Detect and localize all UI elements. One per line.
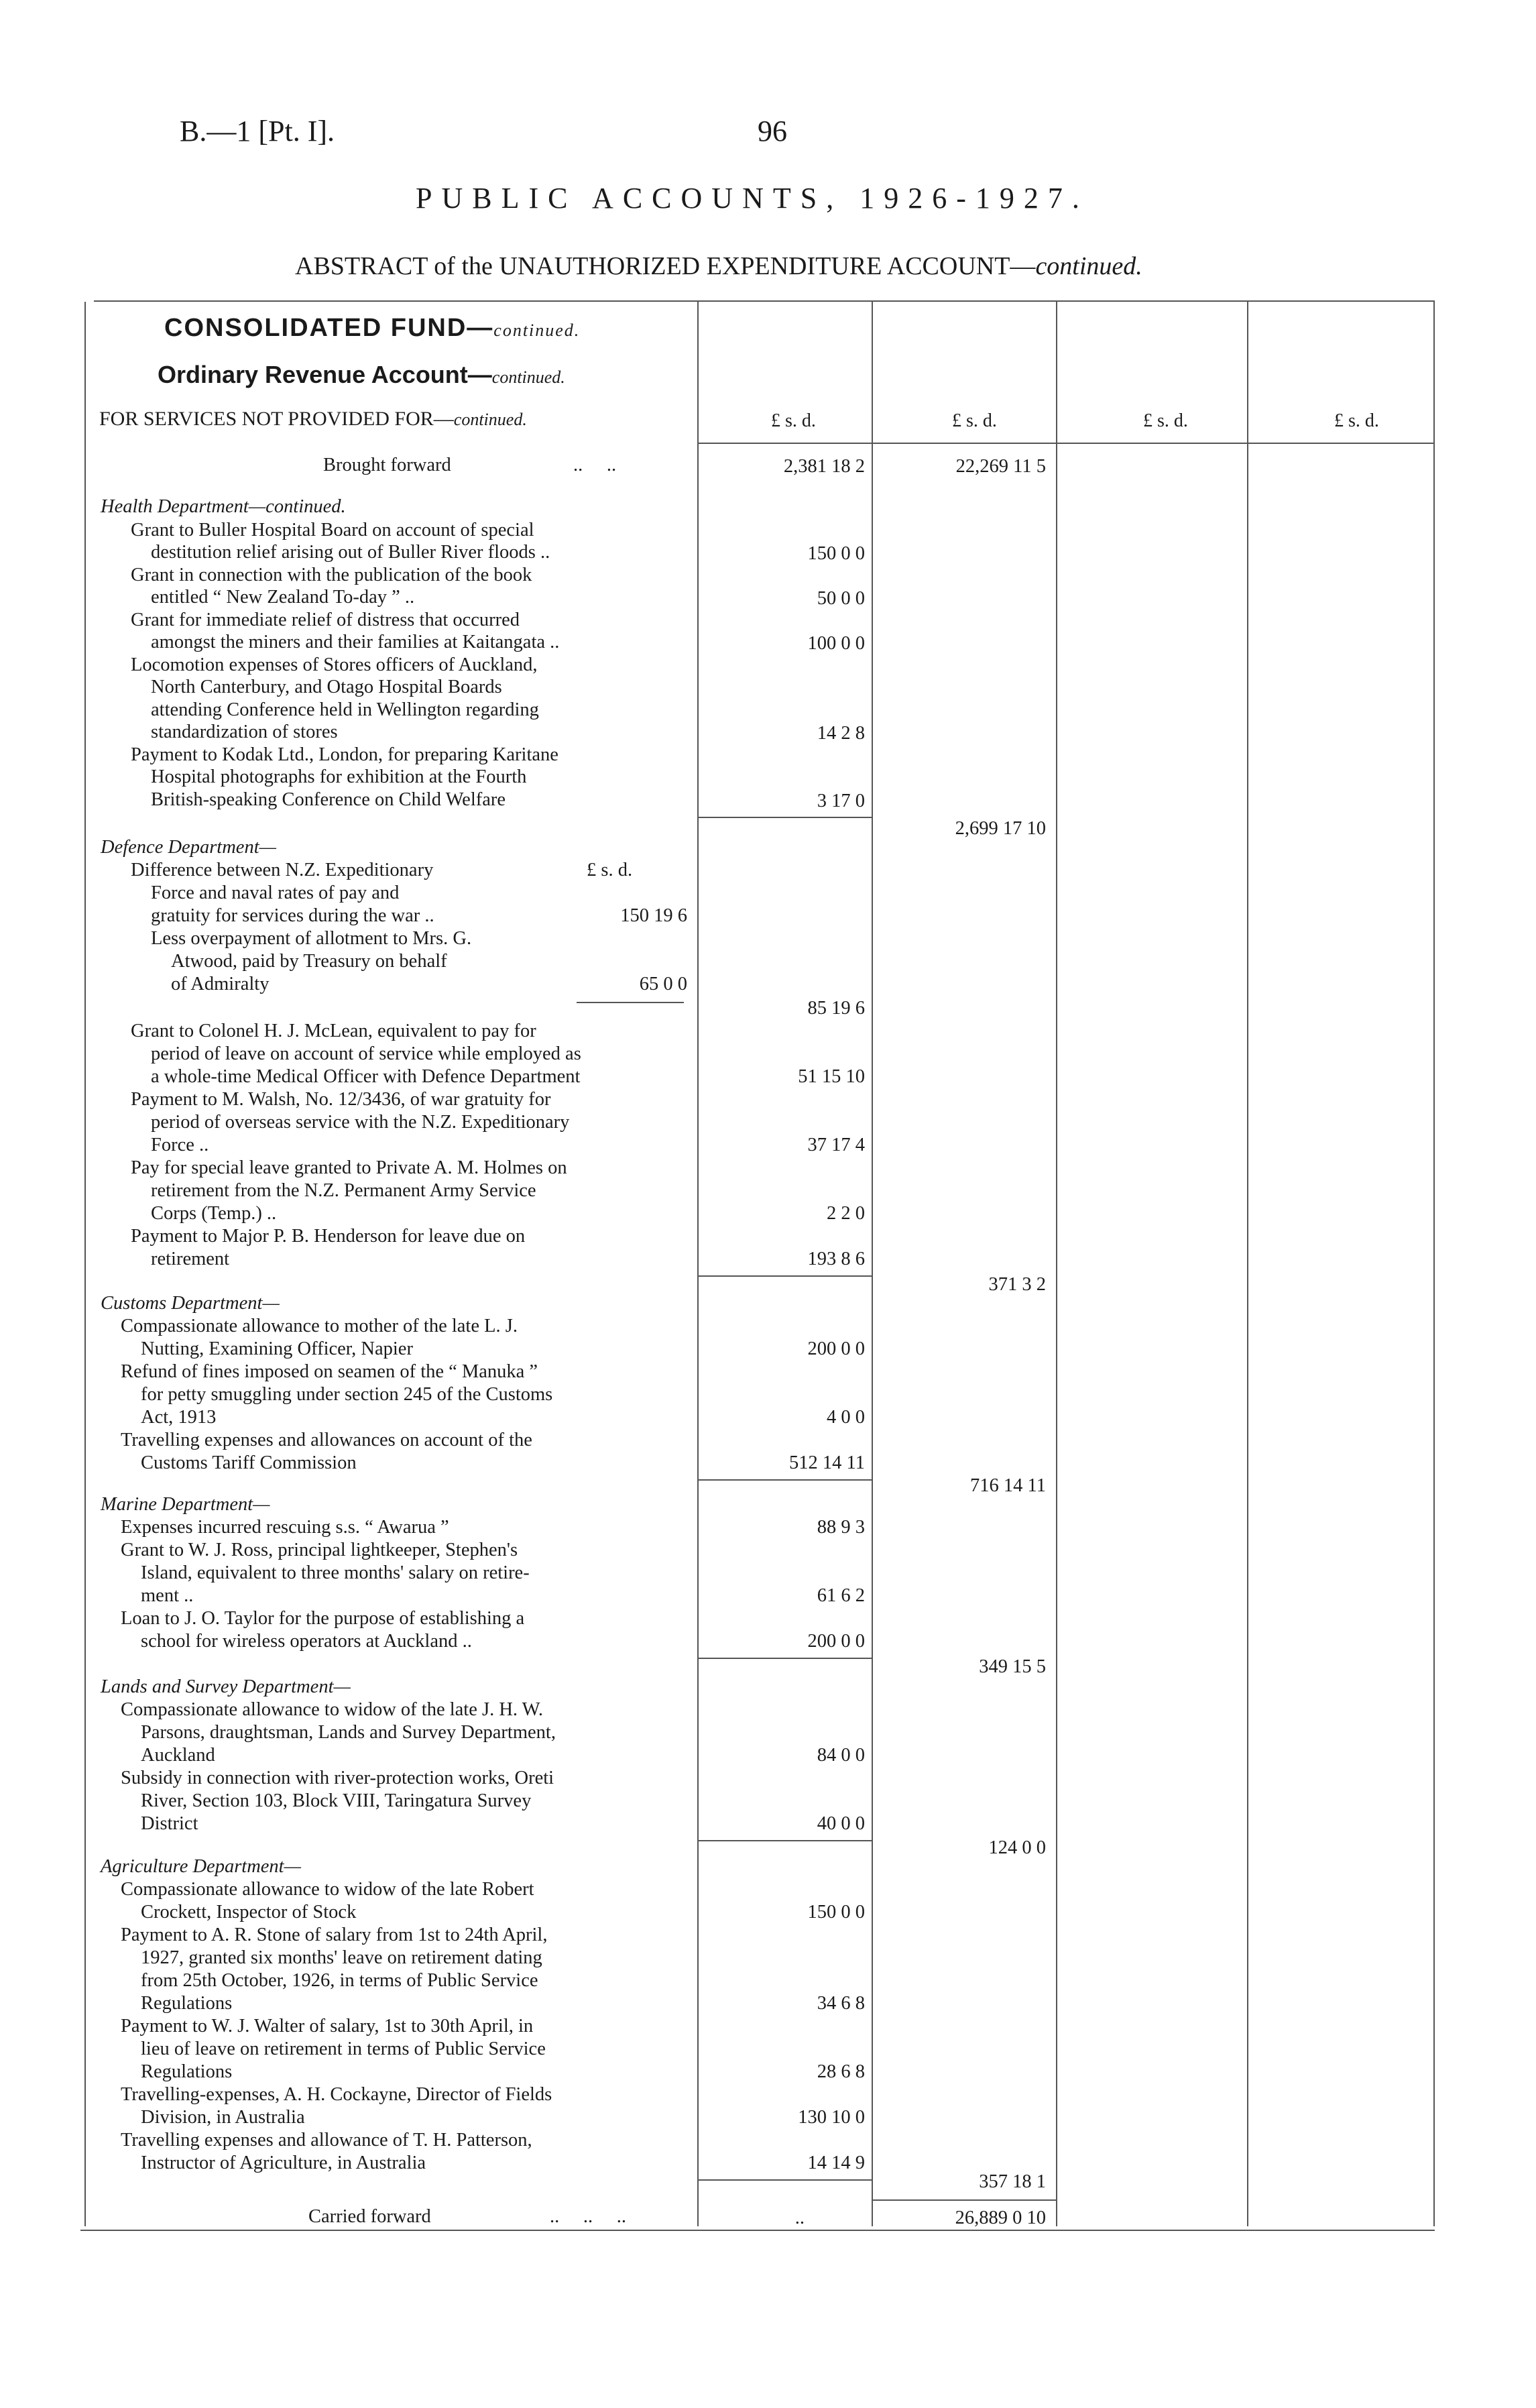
list-item: retirement xyxy=(151,1249,230,1269)
table-top-rule xyxy=(94,300,1435,302)
lands-total: 124 0 0 xyxy=(988,1837,1046,1858)
agriculture-amount: 28 6 8 xyxy=(817,2061,865,2082)
list-item: 1927, granted six months' leave on retirement dating xyxy=(141,1947,542,1968)
list-item: lieu of leave on retirement in terms of Public Service xyxy=(141,2039,546,2059)
list-item: ment .. xyxy=(141,1585,194,1606)
inner-rule xyxy=(577,1002,684,1003)
marine-total: 349 15 5 xyxy=(979,1656,1046,1677)
inner-amount: 65 0 0 xyxy=(639,974,687,994)
column-header-2: £ s. d. xyxy=(952,410,997,431)
list-item: Instructor of Agriculture, in Australia xyxy=(141,2153,426,2173)
agriculture-amount: 14 14 9 xyxy=(807,2153,865,2173)
list-item: amongst the miners and their families at Kaitangata .. xyxy=(151,632,560,652)
column-divider xyxy=(1433,302,1435,2226)
list-item: a whole-time Medical Officer with Defence Department xyxy=(151,1066,581,1087)
list-item: Division, in Australia xyxy=(141,2107,305,2128)
list-item: Less overpayment of allotment to Mrs. G. xyxy=(151,928,472,949)
column-divider xyxy=(84,302,86,2226)
page-number: 96 xyxy=(758,115,787,148)
subtitle-main: ABSTRACT of the UNAUTHORIZED EXPENDITURE ACCOUNT— xyxy=(295,252,1036,280)
list-item: District xyxy=(141,1813,198,1834)
defence-amount: 85 19 6 xyxy=(807,998,865,1019)
health-amount: 3 17 0 xyxy=(817,791,865,811)
grand-total-rule xyxy=(872,2199,1056,2201)
health-amount: 14 2 8 xyxy=(817,723,865,744)
list-item: from 25th October, 1926, in terms of Public Service xyxy=(141,1970,538,1991)
list-item: period of leave on account of service while employed as xyxy=(151,1043,581,1064)
agriculture-amount: 150 0 0 xyxy=(807,1902,865,1923)
list-item: Corps (Temp.) .. xyxy=(151,1203,277,1224)
list-item: British-speaking Conference on Child Welfare xyxy=(151,789,506,810)
account-heading xyxy=(158,361,565,389)
agriculture-amount: 34 6 8 xyxy=(817,1993,865,2014)
list-item: Grant to Buller Hospital Board on account of special xyxy=(131,520,534,540)
list-item: Grant to W. J. Ross, principal lightkeeper, Stephen's xyxy=(121,1540,518,1560)
subtotal-rule xyxy=(697,1840,872,1841)
list-item: Crockett, Inspector of Stock xyxy=(141,1902,357,1923)
list-item: school for wireless operators at Auckland .. xyxy=(141,1631,472,1652)
column-header-1: £ s. d. xyxy=(771,410,816,431)
list-item: Travelling-expenses, A. H. Cockayne, Director of Fields xyxy=(121,2084,552,2105)
column-divider xyxy=(1247,302,1248,2226)
list-item: Parsons, draughtsman, Lands and Survey Department, xyxy=(141,1722,556,1743)
page-subtitle xyxy=(295,251,1142,281)
customs-amount: 512 14 11 xyxy=(789,1452,865,1473)
customs-heading: Customs Department— xyxy=(101,1293,280,1314)
list-item: retirement from the N.Z. Permanent Army Service xyxy=(151,1180,536,1201)
column-divider xyxy=(1056,302,1057,2226)
subtotal-rule xyxy=(697,2179,872,2181)
lands-amount: 84 0 0 xyxy=(817,1745,865,1766)
page-title: PUBLIC ACCOUNTS, 1926-1927. xyxy=(416,182,1089,215)
list-item: Force .. xyxy=(151,1135,209,1155)
brought-forward-leader: .. .. xyxy=(573,455,617,475)
list-item: Customs Tariff Commission xyxy=(141,1452,357,1473)
carried-forward-col1: .. xyxy=(794,2208,805,2228)
subtitle-continued: continued. xyxy=(1035,252,1142,280)
marine-amount: 200 0 0 xyxy=(807,1631,865,1652)
list-item: Refund of fines imposed on seamen of the “ Manuka ” xyxy=(121,1361,538,1382)
defence-total: 371 3 2 xyxy=(988,1274,1046,1295)
list-item: Locomotion expenses of Stores officers of Auckland, xyxy=(131,654,538,675)
subtotal-rule xyxy=(697,1658,872,1659)
services-heading xyxy=(99,408,527,431)
list-item: Payment to W. J. Walter of salary, 1st to 30th April, in xyxy=(121,2016,534,2037)
column-divider xyxy=(697,302,699,2226)
list-item: Pay for special leave granted to Private A. M. Holmes on xyxy=(131,1157,567,1178)
carried-forward-col2: 26,889 0 10 xyxy=(955,2208,1046,2228)
customs-total: 716 14 11 xyxy=(970,1475,1046,1496)
customs-amount: 4 0 0 xyxy=(827,1407,865,1428)
brought-forward-col2: 22,269 11 5 xyxy=(955,456,1046,477)
list-item: Hospital photographs for exhibition at the Fourth xyxy=(151,766,527,787)
fund-heading xyxy=(164,314,580,343)
inner-amount: 150 19 6 xyxy=(620,905,687,926)
column-header-3: £ s. d. xyxy=(1143,410,1188,431)
defence-amount: 51 15 10 xyxy=(798,1066,865,1087)
list-item: North Canterbury, and Otago Hospital Boards xyxy=(151,677,502,697)
marine-heading: Marine Department— xyxy=(101,1494,270,1515)
health-amount: 150 0 0 xyxy=(807,543,865,564)
list-item: Compassionate allowance to widow of the late J. H. W. xyxy=(121,1699,544,1720)
column-header-4: £ s. d. xyxy=(1334,410,1379,431)
brought-forward-label: Brought forward xyxy=(323,455,451,475)
services-main: FOR SERVICES NOT PROVIDED FOR— xyxy=(99,408,454,430)
list-item: Compassionate allowance to mother of the late L. J. xyxy=(121,1316,518,1336)
lands-amount: 40 0 0 xyxy=(817,1813,865,1834)
list-item: Difference between N.Z. Expeditionary xyxy=(131,860,434,880)
list-item: of Admiralty xyxy=(171,974,270,994)
list-item: Grant to Colonel H. J. McLean, equivalent to pay for xyxy=(131,1021,536,1041)
list-item: Grant in connection with the publication of the book xyxy=(131,565,532,585)
list-item: Travelling expenses and allowance of T. H. Patterson, xyxy=(121,2130,532,2151)
list-item: period of overseas service with the N.Z. Expeditionary xyxy=(151,1112,570,1133)
list-item: Payment to Major P. B. Henderson for leave due on xyxy=(131,1226,526,1247)
list-item: Atwood, paid by Treasury on behalf xyxy=(171,951,447,972)
account-main: Ordinary Revenue Account— xyxy=(158,361,492,388)
list-item: Regulations xyxy=(141,2061,233,2082)
fund-main: CONSOLIDATED FUND— xyxy=(164,314,494,342)
column-divider xyxy=(872,302,873,2226)
table-bottom-rule xyxy=(80,2230,1435,2231)
health-amount: 100 0 0 xyxy=(807,633,865,654)
inner-column-header: £ s. d. xyxy=(587,860,633,880)
marine-amount: 61 6 2 xyxy=(817,1585,865,1606)
page-reference: B.—1 [Pt. I]. xyxy=(180,115,335,148)
list-item: gratuity for services during the war .. xyxy=(151,905,434,926)
defence-amount: 2 2 0 xyxy=(827,1203,865,1224)
customs-amount: 200 0 0 xyxy=(807,1338,865,1359)
lands-heading: Lands and Survey Department— xyxy=(101,1676,351,1697)
account-continued: continued. xyxy=(491,367,565,387)
list-item: standardization of stores xyxy=(151,722,338,742)
header-rule xyxy=(697,443,1435,444)
list-item: entitled “ New Zealand To-day ” .. xyxy=(151,587,415,608)
health-amount: 50 0 0 xyxy=(817,588,865,609)
list-item: destitution relief arising out of Buller River floods .. xyxy=(151,542,550,563)
subtotal-rule xyxy=(697,1479,872,1481)
list-item: Payment to A. R. Stone of salary from 1st to 24th April, xyxy=(121,1925,548,1945)
list-item: Auckland xyxy=(141,1745,215,1766)
list-item: Nutting, Examining Officer, Napier xyxy=(141,1338,413,1359)
subtotal-rule xyxy=(697,817,872,818)
marine-amount: 88 9 3 xyxy=(817,1517,865,1538)
agriculture-amount: 130 10 0 xyxy=(798,2107,865,2128)
defence-amount: 193 8 6 xyxy=(807,1249,865,1269)
list-item: for petty smuggling under section 245 of the Customs xyxy=(141,1384,553,1405)
list-item: Subsidy in connection with river-protection works, Oreti xyxy=(121,1768,554,1788)
services-continued: continued. xyxy=(453,410,527,429)
list-item: Travelling expenses and allowances on account of the xyxy=(121,1430,532,1450)
list-item: Regulations xyxy=(141,1993,233,2014)
agriculture-heading: Agriculture Department— xyxy=(101,1856,301,1877)
health-total: 2,699 17 10 xyxy=(955,818,1046,839)
carried-forward-leader: .. .. .. xyxy=(550,2206,626,2227)
defence-amount: 37 17 4 xyxy=(807,1135,865,1155)
list-item: Expenses incurred rescuing s.s. “ Awarua ” xyxy=(121,1517,449,1538)
list-item: Compassionate allowance to widow of the late Robert xyxy=(121,1879,534,1900)
carried-forward-label: Carried forward xyxy=(308,2206,431,2227)
health-heading: Health Department—continued. xyxy=(101,496,346,517)
list-item: Island, equivalent to three months' salary on retire- xyxy=(141,1562,530,1583)
defence-heading: Defence Department— xyxy=(101,837,276,858)
agriculture-total: 357 18 1 xyxy=(979,2171,1046,2192)
list-item: Payment to M. Walsh, No. 12/3436, of war gratuity for xyxy=(131,1089,551,1110)
list-item: Loan to J. O. Taylor for the purpose of establishing a xyxy=(121,1608,525,1629)
fund-continued: continued. xyxy=(493,321,581,340)
list-item: Act, 1913 xyxy=(141,1407,217,1428)
list-item: Force and naval rates of pay and xyxy=(151,882,400,903)
list-item: Grant for immediate relief of distress that occurred xyxy=(131,610,520,630)
list-item: Payment to Kodak Ltd., London, for preparing Karitane xyxy=(131,744,558,765)
brought-forward-col1: 2,381 18 2 xyxy=(783,456,865,477)
list-item: attending Conference held in Wellington regarding xyxy=(151,699,539,720)
subtotal-rule xyxy=(697,1275,872,1277)
list-item: River, Section 103, Block VIII, Taringatura Survey xyxy=(141,1790,532,1811)
